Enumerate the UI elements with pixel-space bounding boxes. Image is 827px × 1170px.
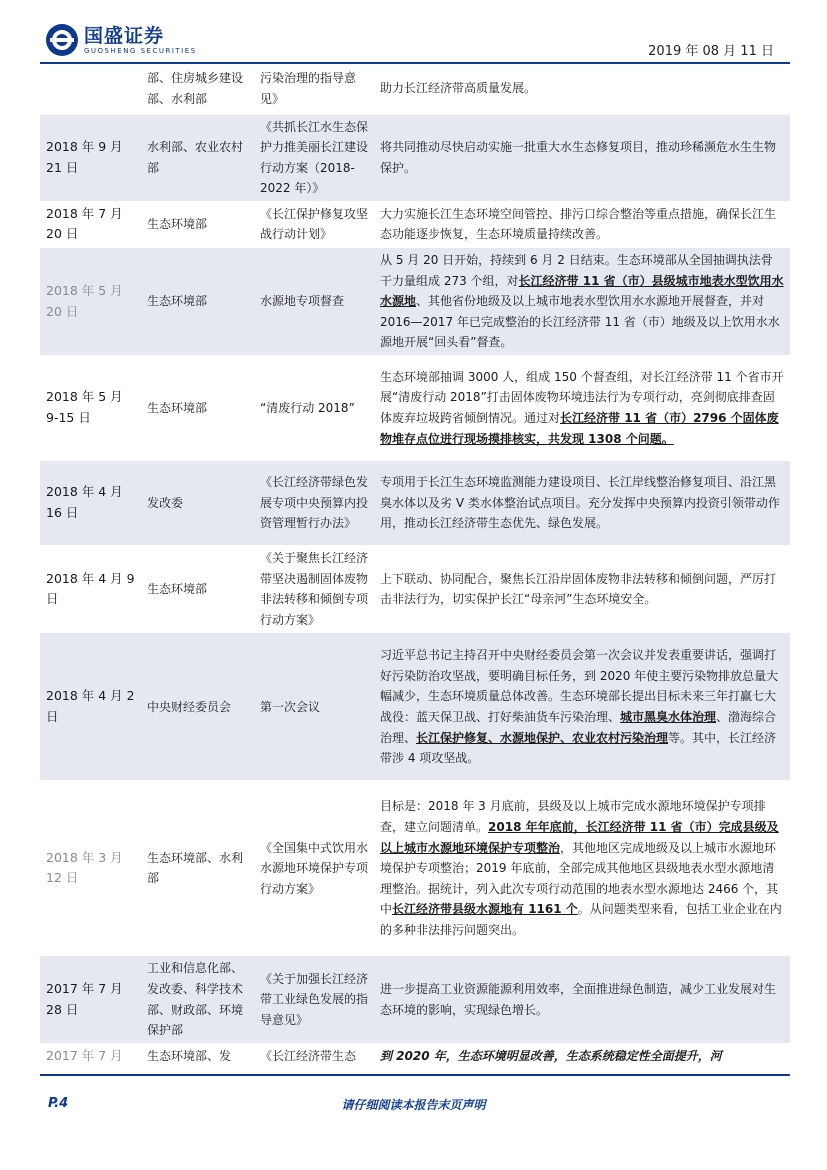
row-document: 水源地专项督查 <box>254 248 374 356</box>
highlighted-text: 长江经济带 11 省（市）2796 个固体废物堆存点位进行现场摸排核实，共发现 1308 个问题。 <box>380 411 779 446</box>
content-text: ，其他地区完成地级及以上城市水源地环境保护专项整治；2019 年底前，全部完成其他地区县级地表水型水源地清理整治。据统计，列入此次专项行动范围的地表水型水源地达 2466 个，其中 <box>380 840 779 917</box>
row-content <box>374 248 790 356</box>
row-document: 污染治理的指导意见》 <box>254 64 374 114</box>
row-date <box>40 64 141 114</box>
row-content <box>374 461 790 546</box>
content-text: 目标是：2018 年 3 月底前，县级及以上城市完成水源地环境保护专项排查，建立问题清单。 <box>380 799 766 834</box>
row-department: 生态环境部 <box>141 248 254 356</box>
content-text: 大力实施长江生态环境空间管控、排污口综合整治等重点措施，确保长江生态功能逐步恢复，生态环境质量持续改善。 <box>380 206 777 242</box>
content-text: 、渤海综合治理、 <box>380 709 777 745</box>
row-document: “清废行动 2018” <box>254 356 374 461</box>
content-text: 习近平总书记主持召开中央财经委员会第一次会议并发表重要讲话，强调打好污染防治攻坚战，要明确目标任务，到 2020 年使主要污染物排放总量大幅减少，生态环境质量总体改善。生态环境部长提出目标未来三年打赢七大战役：蓝天保卫战、打好柴油货车污染治理、 <box>380 648 779 724</box>
content-text: 生态环境部抽调 3000 人，组成 150 个督查组，对长江经济带 11 个省市开展“清废行动 2018”打击固体废物环境违法行为专项行动，亮剑彻底排查固体废弃垃圾跨省倾倒情况。通过对 <box>380 369 784 426</box>
row-date: 2018 年 3 月 12 日 <box>40 781 141 956</box>
content-text: 助力长江经济带高质量发展。 <box>380 81 537 96</box>
row-date: 2018 年 5 月 9-15 日 <box>40 356 141 461</box>
logo-name-en: GUOSHENG SECURITIES <box>84 46 197 55</box>
content-text: 进一步提高工业资源能源利用效率，全面推进绿色制造，减少工业发展对生态环境的影响，实现绿色增长。 <box>380 982 777 1017</box>
content-text: 从 5 月 20 日开始，持续到 6 月 2 日结束。生态环境部从全国抽调执法骨干力量组成 273 个组，对 <box>380 253 773 288</box>
row-date: 2017 年 7 月 <box>40 1043 141 1069</box>
row-department: 生态环境部 <box>141 201 254 247</box>
report-date: 2019 年 08 月 11 日 <box>648 44 774 59</box>
row-date: 2018 年 9 月 21 日 <box>40 114 141 201</box>
row-date: 2018 年 4 月 9 日 <box>40 546 141 633</box>
row-content <box>374 1043 790 1069</box>
row-department: 发改委 <box>141 461 254 546</box>
row-department: 中央财经委员会 <box>141 633 254 781</box>
table-row <box>40 114 790 201</box>
table-row <box>40 956 790 1043</box>
row-content <box>374 956 790 1043</box>
policy-table <box>40 64 790 1069</box>
table-row <box>40 64 790 114</box>
row-document: 《长江保护修复攻坚战行动计划》 <box>254 201 374 247</box>
table-row <box>40 248 790 356</box>
table-row <box>40 201 790 247</box>
row-content <box>374 201 790 247</box>
row-document: 《共抓长江水生态保护力推美丽长江建设行动方案（2018-2022 年）》 <box>254 114 374 201</box>
company-logo <box>46 24 197 56</box>
table-row <box>40 781 790 956</box>
row-content <box>374 546 790 633</box>
row-document: 第一次会议 <box>254 633 374 781</box>
row-content <box>374 356 790 461</box>
content-text: 专项用于长江生态环境监测能力建设项目、长江岸线整治修复项目、沿江黑臭水体以及劣 V 类水体整治试点项目。充分发挥中央预算内投资引领带动作用，推动长江经济带生态优先、绿色发展。 <box>380 475 780 531</box>
page-header <box>40 22 790 64</box>
table-row <box>40 546 790 633</box>
row-department: 部、住房城乡建设部、水利部 <box>141 64 254 114</box>
row-document: 《关于加强长江经济带工业绿色发展的指导意见》 <box>254 956 374 1043</box>
row-date: 2018 年 4 月 16 日 <box>40 461 141 546</box>
logo-icon <box>46 24 78 56</box>
content-text: 等。其中，长江经济带涉 4 项攻坚战。 <box>380 730 777 766</box>
row-content <box>374 633 790 781</box>
content-text: 、其他省份地级及以上城市地表水型饮用水水源地开展督查，并对 2016—2017 年已完成整治的长江经济带 11 省（市）地级及以上饮用水水源地开展“回头看”督查。 <box>380 294 780 350</box>
table-row <box>40 633 790 781</box>
content-text: 到 2020 年，生态环境明显改善，生态系统稳定性全面提升，河 <box>380 1048 722 1063</box>
row-department: 生态环境部 <box>141 546 254 633</box>
row-document: 《长江经济带生态 <box>254 1043 374 1069</box>
row-content <box>374 114 790 201</box>
row-content <box>374 64 790 114</box>
row-document: 《长江经济带绿色发展专项中央预算内投资管理暂行办法》 <box>254 461 374 546</box>
highlighted-text: 长江保护修复、水源地保护、农业农村污染治理 <box>416 730 669 745</box>
page-number: P.4 <box>48 1096 69 1111</box>
row-document: 《关于聚焦长江经济带坚决遏制固体废物非法转移和倾倒专项行动方案》 <box>254 546 374 633</box>
table-row <box>40 461 790 546</box>
content-text: 将共同推动尽快启动实施一批重大水生态修复项目，推动珍稀濒危水生生物保护。 <box>380 140 777 175</box>
highlighted-text: 城市黑臭水体治理 <box>620 709 717 724</box>
row-department: 生态环境部、水利部 <box>141 781 254 956</box>
logo-name-cn: 国盛证券 <box>84 24 165 47</box>
highlighted-text: 长江经济带 11 省（市）县级城市地表水型饮用水水源地 <box>380 273 784 309</box>
footer-disclaimer: 请仔细阅读本报告末页声明 <box>341 1098 486 1112</box>
row-document: 《全国集中式饮用水水源地环境保护专项行动方案》 <box>254 781 374 956</box>
row-department: 生态环境部、发 <box>141 1043 254 1069</box>
content-text: 。从问题类型来看，包括工业企业在内的多种非法排污问题突出。 <box>380 902 782 937</box>
highlighted-text: 2018 年年底前，长江经济带 11 省（市）完成县级及以上城市水源地环境保护专项整治 <box>380 819 779 855</box>
footer-divider <box>40 1074 790 1076</box>
table-row <box>40 356 790 461</box>
row-date: 2018 年 4 月 2 日 <box>40 633 141 781</box>
content-text: 上下联动、协同配合，聚焦长江沿岸固体废物非法转移和倾倒问题，严厉打击非法行为，切实保护长江“母亲河”生态环境安全。 <box>380 571 777 607</box>
row-date: 2018 年 7 月 20 日 <box>40 201 141 247</box>
row-content <box>374 781 790 956</box>
row-date: 2017 年 7 月 28 日 <box>40 956 141 1043</box>
row-department: 水利部、农业农村部 <box>141 114 254 201</box>
table-row <box>40 1043 790 1069</box>
highlighted-text: 长江经济带县级水源地有 1161 个 <box>392 902 578 917</box>
row-date: 2018 年 5 月 20 日 <box>40 248 141 356</box>
row-department: 工业和信息化部、发改委、科学技术部、财政部、环境保护部 <box>141 956 254 1043</box>
row-department: 生态环境部 <box>141 356 254 461</box>
